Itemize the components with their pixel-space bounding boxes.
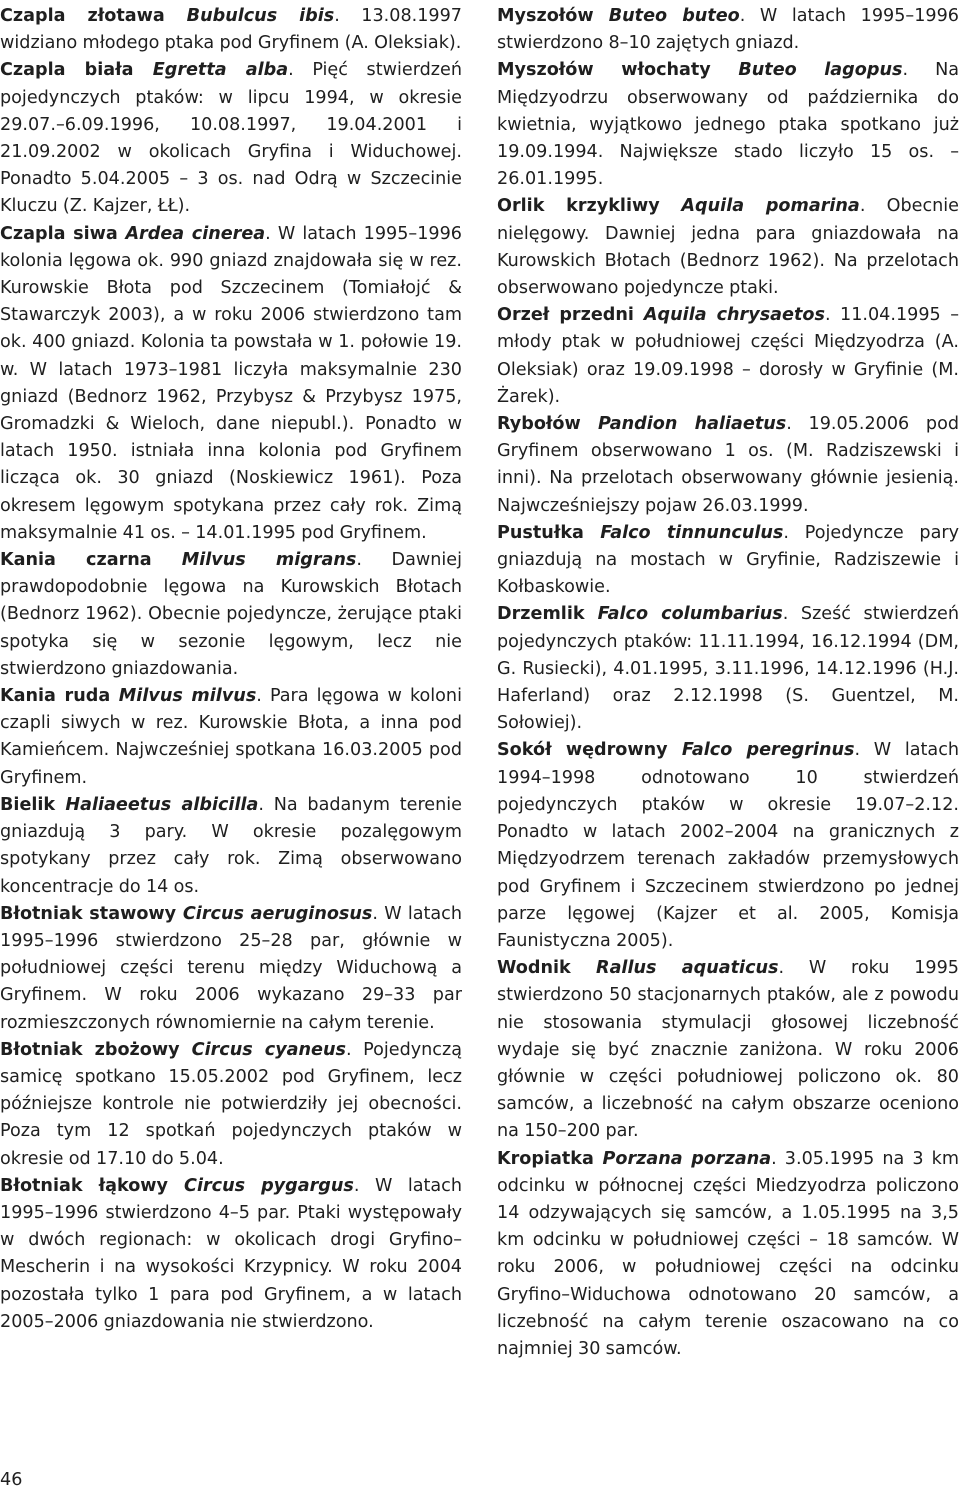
species-name: Błotniak zbożowy Circus cyaneus (0, 1039, 346, 1060)
species-entry (0, 901, 462, 1037)
species-description: . Pojedyncze pary gniazdują na mostach w Gryfinie, Radziszewie i Kołbaskowie. (497, 522, 959, 598)
species-latin-name: Rallus aquaticus (596, 958, 779, 979)
species-latin-name: Milvus milvus (118, 686, 257, 707)
species-entry (497, 411, 959, 520)
species-name: Orlik krzykliwy Aquila pomarina (497, 196, 860, 217)
species-entry (0, 1173, 462, 1336)
species-description: . W roku 1995 stwierdzono 50 stacjonarnych ptaków, ale z powodu nie stosowania stymulacji głosowej liczebność wydaje się być znacznie zaniżona. W roku 2006 głównie w części południowej policzono ok. 80 samców, a liczebność na całym obszarze oceniono na 150–200 par. (497, 958, 959, 1142)
species-description: . 13.08.1997 widziano młodego ptaka pod Gryfinem (A. Oleksiak). (0, 6, 463, 54)
species-name: Kania ruda Milvus milvus (0, 686, 257, 707)
species-latin-name: Ardea cinerea (125, 223, 266, 244)
species-name: Sokół wędrowny Falco peregrinus (497, 740, 855, 761)
page-number: 46 (0, 1470, 23, 1490)
species-latin-name: Circus pygargus (184, 1175, 354, 1196)
species-name: Orzeł przedni Aquila chrysaetos (497, 305, 825, 326)
species-latin-name: Buteo buteo (608, 6, 740, 26)
species-description: . Para lęgowa w koloni czapli siwych w rez. Kurowskie Błota, a inna pod Kamieńcem. Najwcześniej spotkana 16.03.2005 pod Gryfinem. (0, 686, 462, 788)
species-name: Wodnik Rallus aquaticus (497, 958, 779, 979)
species-entry (497, 1146, 959, 1364)
species-latin-name: Falco columbarius (597, 604, 783, 625)
species-entry (497, 302, 959, 411)
species-entry (0, 683, 462, 792)
species-latin-name: Egretta alba (152, 60, 289, 81)
species-description: . W latach 1994–1998 odnotowano 10 stwierdzeń pojedynczych ptaków w okresie 19.07–2.12. Ponadto w latach 2002–2004 na granicznych z Międzyodrzem terenach zakładów przemysłowych pod Gryfinem i Szczecinem stwierdzono po jednej parze lęgowej (Kajzer et al. 2005, Komisja Faunistyczna 2005). (497, 740, 960, 951)
species-name: Bielik Haliaeetus albicilla (0, 794, 259, 815)
species-description: . W latach 1995–1996 stwierdzono 25–28 par, głównie w południowej części terenu między Widuchową a Gryfinem. W roku 2006 wykazano 29–33 par rozmieszczonych równomiernie na całym terenie. (0, 903, 462, 1033)
species-entry (497, 57, 959, 193)
species-entry (497, 193, 959, 302)
species-name: Czapla siwa Ardea cinerea (0, 223, 266, 244)
species-entry (497, 737, 959, 955)
species-entry (0, 547, 462, 683)
species-entry (0, 57, 462, 220)
species-latin-name: Falco tinnunculus (600, 522, 784, 543)
species-entry (0, 792, 462, 901)
species-name: Kania czarna Milvus migrans (0, 550, 357, 571)
species-name: Kropiatka Porzana porzana (497, 1148, 772, 1169)
species-latin-name: Circus cyaneus (191, 1039, 346, 1060)
species-name: Czapla złotawa Bubulcus ibis (0, 6, 335, 26)
species-description: . Obecnie nielęgowy. Dawniej jedna para gniazdowała na Kurowskich Błotach (Bednorz 1962). Na przelotach obserwowano pojedyncze ptaki. (497, 196, 959, 299)
species-latin-name: Milvus migrans (181, 550, 357, 571)
species-latin-name: Aquila pomarina (681, 196, 860, 217)
species-latin-name: Bubulcus ibis (186, 6, 335, 26)
species-latin-name: Porzana porzana (602, 1148, 772, 1169)
left-column (0, 3, 462, 1336)
species-name: Czapla biała Egretta alba (0, 60, 289, 81)
species-entry (497, 3, 959, 57)
species-description: . Dawniej prawdopodobnie lęgowa na Kurowskich Błotach (Bednorz 1962). Obecnie pojedyncze, żerujące ptaki spotyka się w sezonie lęgowym, lecz nie stwierdzono gniazdowania. (0, 550, 462, 679)
species-description: . W latach 1995–1996 kolonia lęgowa ok. 990 gniazd znajdowała się w rez. Kurowskie Błota pod Szczecinem (Tomiałojć & Stawarczyk 2003), a w roku 2006 stwierdzono tam ok. 400 gniazd. Kolonia ta powstała w 1. połowie 19. w. W latach 1973–1981 liczyła maksymalnie 230 gniazd (Bednorz 1962, Przybysz & Przybysz 1975, Gromadzki & Wieloch, dane niepubl.). Ponadto w latach 1950. istniała inna kolonia pod Gryfinem licząca ok. 30 gniazd (Noskiewicz 1961). Poza okresem lęgowym spotykana przez cały rok. Zimą maksymalnie 41 os. – 14.01.1995 pod Gryfinem. (0, 223, 462, 543)
species-latin-name: Circus aeruginosus (182, 903, 373, 924)
species-latin-name: Buteo lagopus (738, 60, 903, 81)
species-description: . W latach 1995–1996 stwierdzono 8–10 zajętych gniazd. (497, 6, 959, 54)
species-name: Myszołów Buteo buteo (497, 6, 740, 26)
species-entry (497, 601, 959, 737)
species-entry (497, 520, 959, 602)
species-name: Pustułka Falco tinnunculus (497, 522, 784, 543)
species-latin-name: Aquila chrysaetos (643, 305, 825, 326)
species-name: Drzemlik Falco columbarius (497, 604, 783, 625)
species-entry (0, 3, 462, 57)
species-name: Rybołów Pandion haliaetus (497, 414, 787, 435)
species-name: Błotniak stawowy Circus aeruginosus (0, 903, 373, 924)
species-description: . 3.05.1995 na 3 km odcinku w północnej części Miedzyodrza policzono 14 odzywających się samców, a 1.05.1995 na 3,5 km odcinku w południowej części – 18 samców. W roku 2006, w południowej części na odcinku Gryfino–Widuchowa odnotowano 20 samców, a liczebność na całym terenie oszacowano na co najmniej 30 samców. (497, 1148, 959, 1359)
species-entry (497, 955, 959, 1145)
species-entry (0, 1037, 462, 1173)
species-name: Myszołów włochaty Buteo lagopus (497, 60, 903, 81)
species-description: . Na badanym terenie gniazdują 3 pary. W okresie pozalęgowym spotykany przez cały rok. Zimą obserwowano koncentracje do 14 os. (0, 794, 462, 897)
species-description: . 19.05.2006 pod Gryfinem obserwowano 1 os. (M. Radziszewski i inni). Na przelotach obserwowany głównie jesienią. Najwcześniejszy pojaw 26.03.1999. (497, 414, 959, 516)
species-entry (0, 221, 462, 547)
species-description: . Na Międzyodrzu obserwowany od października do kwietnia, wyjątkowo jednego ptaka spotkano już 19.09.1994. Największe stado liczyło 15 os. – 26.01.1995. (497, 60, 960, 190)
species-latin-name: Haliaeetus albicilla (65, 794, 259, 815)
species-name: Błotniak łąkowy Circus pygargus (0, 1175, 354, 1196)
species-latin-name: Pandion haliaetus (597, 414, 787, 435)
species-description: . Pięć stwierdzeń pojedynczych ptaków: w lipcu 1994, w okresie 29.07.–6.09.1996, 10.08.1997, 19.04.2001 i 21.09.2002 w okolicach Gryfina i Widuchowej. Ponadto 5.04.2005 – 3 os. nad Odrą w Szczecinie Kluczu (Z. Kajzer, ŁŁ). (0, 60, 462, 217)
species-latin-name: Falco peregrinus (681, 740, 855, 761)
species-description: . W latach 1995–1996 stwierdzono 4–5 par. Ptaki występowały w dwóch regionach: w okolicach drogi Gryfino–Mescherin i na wysokości Krzypnicy. W roku 2004 pozostała tylko 1 para pod Gryfinem, a w latach 2005–2006 gniazdowania nie stwierdzono. (0, 1175, 463, 1332)
species-description: . Pojedynczą samicę spotkano 15.05.2002 pod Gryfinem, lecz późniejsze kontrole nie potwierdziły jej obecności. Poza tym 12 spotkań pojedynczych ptaków w okresie od 17.10 do 5.04. (0, 1039, 462, 1169)
species-description: . Sześć stwierdzeń pojedynczych ptaków: 11.11.1994, 16.12.1994 (DM, G. Rusiecki), 4.01.1995, 3.11.1996, 14.12.1996 (H.J. Haferland) oraz 2.12.1998 (S. Guentzel, M. Sołowiej). (497, 604, 960, 734)
right-column (497, 3, 959, 1363)
species-description: . 11.04.1995 – młody ptak w południowej części Międzyodrza (A. Oleksiak) oraz 19.09.1998 – dorosły w Gryfinie (M. Żarek). (497, 305, 959, 407)
